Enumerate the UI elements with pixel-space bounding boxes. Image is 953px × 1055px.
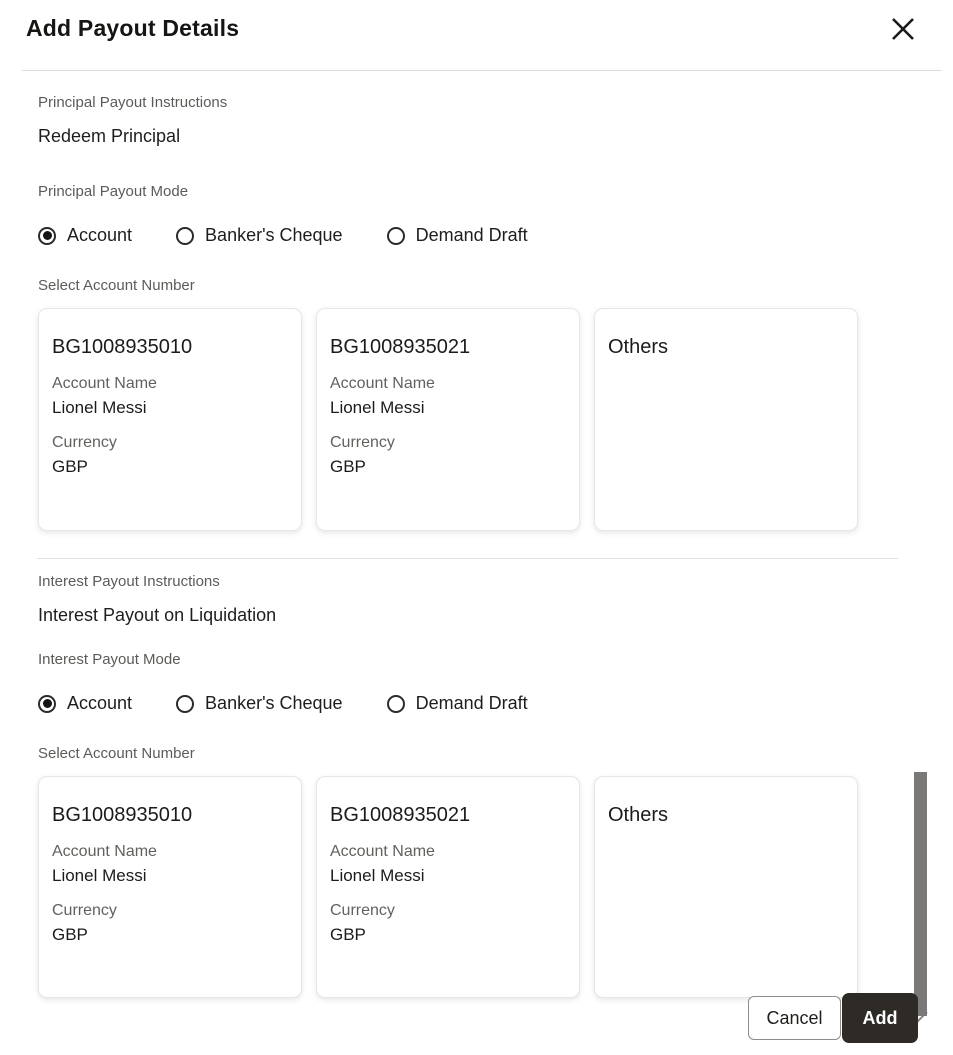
account-card-bg1008935021[interactable] — [316, 776, 580, 998]
currency-value: GBP — [52, 457, 88, 476]
interest-account-card-list — [38, 776, 858, 998]
header-divider — [22, 70, 942, 71]
dialog-body — [0, 70, 953, 998]
account-name-label: Account Name — [330, 843, 435, 860]
currency-label: Currency — [330, 434, 395, 451]
account-name-value: Lionel Messi — [330, 398, 425, 417]
currency-label: Currency — [52, 434, 117, 451]
close-icon — [889, 15, 917, 46]
account-name-label: Account Name — [52, 843, 157, 860]
account-name-value: Lionel Messi — [330, 866, 425, 885]
radio-selected-icon[interactable] — [38, 695, 56, 713]
add-button[interactable]: Add — [842, 993, 918, 1043]
radio-principal-demand-draft[interactable] — [387, 225, 528, 246]
principal-mode-label: Principal Payout Mode — [38, 183, 189, 200]
radio-principal-bankers-cheque[interactable] — [176, 225, 343, 246]
dialog-title: Add Payout Details — [26, 15, 240, 41]
account-number: BG1008935010 — [52, 804, 193, 826]
account-name-label: Account Name — [330, 375, 435, 392]
radio-label: Banker's Cheque — [205, 225, 343, 245]
radio-interest-bankers-cheque[interactable] — [176, 693, 343, 714]
radio-unselected-icon[interactable] — [387, 695, 405, 713]
currency-value: GBP — [330, 925, 366, 944]
account-card-others[interactable] — [594, 308, 858, 531]
account-name-value: Lionel Messi — [52, 398, 147, 417]
cancel-button[interactable]: Cancel — [748, 996, 841, 1040]
principal-account-card-list — [38, 308, 858, 531]
principal-instructions-label: Principal Payout Instructions — [38, 94, 228, 111]
radio-label: Account — [67, 693, 133, 713]
radio-unselected-icon[interactable] — [176, 227, 194, 245]
interest-select-account-label: Select Account Number — [38, 745, 195, 762]
vertical-scrollbar-thumb[interactable] — [914, 772, 927, 1016]
principal-mode-radio-group — [38, 225, 953, 246]
interest-mode-radio-group — [38, 693, 953, 714]
account-number: Others — [608, 804, 669, 826]
principal-instructions-value: Redeem Principal — [38, 126, 181, 146]
radio-principal-account[interactable] — [38, 225, 132, 246]
interest-instructions-value: Interest Payout on Liquidation — [38, 605, 277, 625]
radio-label: Demand Draft — [415, 225, 528, 245]
radio-label: Banker's Cheque — [205, 693, 343, 713]
account-number: BG1008935010 — [52, 336, 193, 358]
dialog-header — [0, 0, 953, 70]
interest-instructions-label: Interest Payout Instructions — [38, 573, 220, 590]
radio-selected-icon[interactable] — [38, 227, 56, 245]
radio-unselected-icon[interactable] — [176, 695, 194, 713]
interest-mode-label: Interest Payout Mode — [38, 651, 181, 668]
radio-label: Demand Draft — [415, 693, 528, 713]
account-card-bg1008935021[interactable] — [316, 308, 580, 531]
currency-value: GBP — [330, 457, 366, 476]
radio-interest-demand-draft[interactable] — [387, 693, 528, 714]
account-card-bg1008935010[interactable] — [38, 308, 302, 531]
currency-value: GBP — [52, 925, 88, 944]
account-name-value: Lionel Messi — [52, 866, 147, 885]
account-number: Others — [608, 336, 669, 358]
close-button[interactable] — [887, 14, 919, 46]
radio-unselected-icon[interactable] — [387, 227, 405, 245]
section-divider — [37, 558, 898, 559]
account-card-bg1008935010[interactable] — [38, 776, 302, 998]
account-card-others[interactable] — [594, 776, 858, 998]
principal-select-account-label: Select Account Number — [38, 277, 195, 294]
account-number: BG1008935021 — [330, 336, 471, 358]
radio-interest-account[interactable] — [38, 693, 132, 714]
radio-label: Account — [67, 225, 133, 245]
currency-label: Currency — [52, 902, 117, 919]
account-number: BG1008935021 — [330, 804, 471, 826]
currency-label: Currency — [330, 902, 395, 919]
account-name-label: Account Name — [52, 375, 157, 392]
